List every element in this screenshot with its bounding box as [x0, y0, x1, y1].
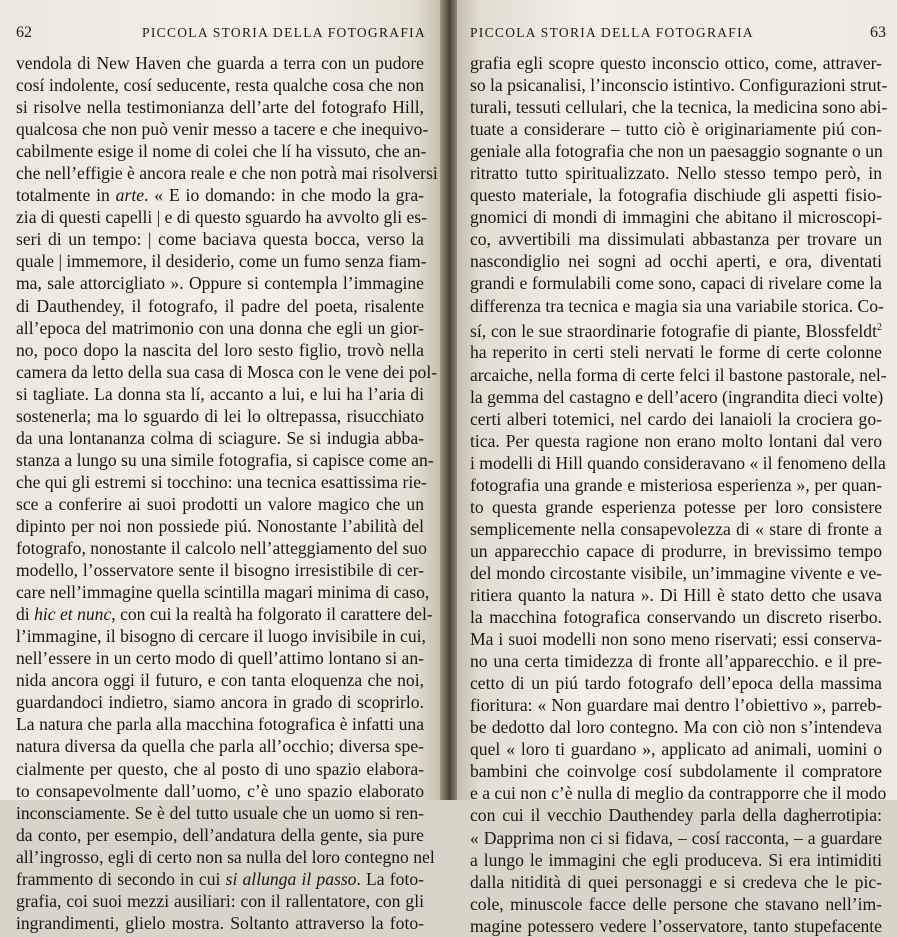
- text-line-content: differenza tra tecnica e magia sia una variabile storica. Co-: [470, 295, 884, 316]
- text-line-content: inconsciamente. Se è del tutto usuale che un uomo si ren-: [16, 802, 424, 823]
- text-line: [16, 184, 424, 206]
- right-running-title: PICCOLA STORIA DELLA FOTOGRAFIA: [470, 25, 754, 40]
- text-line-content: cialmente per questo, che al posto di uno spazio elabora-: [16, 758, 424, 779]
- text-line-content: cabilmente esige il nome di colei che lí ha vissuto, che an-: [16, 141, 427, 162]
- text-line-content: all’ingrosso, egli di certo non sa nulla del loro contegno nel: [16, 846, 435, 867]
- text-line-content: cetto di un piú tardo fotografo dell’epoca della massima: [470, 673, 882, 694]
- text-line-content: dalla nitidità di quei personaggi e si credeva che le pic-: [470, 871, 882, 892]
- text-line: [16, 625, 424, 647]
- text-line-content: geniale alla fotografia che non un paesaggio sognante o un: [470, 141, 883, 162]
- text-line-content: i modelli di Hill quando consideravano « il fenomeno della: [470, 452, 886, 473]
- text-line: [470, 782, 887, 804]
- right-page: [448, 0, 896, 936]
- text-line: [470, 364, 887, 386]
- left-running-head: [16, 24, 430, 50]
- text-line-content: natura diversa da quella che parla all’occhio; diversa spe-: [16, 736, 424, 757]
- text-line: [470, 118, 882, 140]
- text-line-content: da conto, per esempio, dell’andatura della gente, sia pure: [16, 824, 424, 845]
- text-line: [16, 250, 427, 272]
- text-line: [16, 383, 424, 405]
- text-line-content: ha reperito in certi steli nervati le forme di certe colonne: [470, 342, 882, 363]
- text-line: [470, 760, 882, 782]
- text-line-content: fioritura: « Non guardare mai dentro l’obiettivo », parreb-: [470, 695, 882, 716]
- text-line: [16, 758, 424, 780]
- text-line: [470, 228, 882, 250]
- right-running-head: [470, 24, 886, 50]
- text-line-content: sostenerla; ma lo sguardo di lei lo oltrepassa, risucchiato: [16, 405, 424, 426]
- text-line-content: modello, l’osservatore sente il bisogno irresistibile di cer-: [16, 560, 424, 581]
- text-line-content: l’immagine, il bisogno di cercare il luogo invisibile in cui,: [16, 626, 426, 647]
- text-line-content: nascondiglio nei sogni ad occhi aperti, e ora, diventati: [470, 251, 882, 272]
- text-line: [470, 52, 882, 74]
- text-line-content: seri di un tempo: | come baciava questa bocca, verso la: [16, 229, 424, 250]
- text-line: [16, 493, 424, 515]
- text-line: [16, 713, 424, 735]
- right-body-text: [470, 52, 888, 937]
- text-line: [470, 518, 882, 540]
- text-line: [16, 427, 424, 449]
- text-line-content: del mondo circostante visibile, un’immagine vivente e ve-: [470, 562, 882, 583]
- text-line: [470, 162, 882, 184]
- text-line-content: ingrandimenti, glielo mostra. Soltanto attraverso la foto-: [16, 912, 424, 933]
- text-line-content: la gemma del castagno e dell’acero (ingrandita dieci volte): [470, 386, 884, 407]
- text-line: [470, 295, 882, 317]
- text-line: [470, 849, 882, 871]
- text-line: [470, 184, 882, 206]
- text-line: [16, 96, 424, 118]
- text-line-content: grafia egli scopre questo inconscio ottico, come, attraver-: [470, 53, 882, 73]
- text-line-content: ritratto tutto spiritualizzato. Nello stesso tempo però, in: [470, 163, 882, 184]
- text-line-content: be dedotto dal loro contegno. Ma con ciò non s’intendeva: [470, 717, 882, 738]
- text-line-content: Ma i suoi modelli non sono meno riservati; essi conserva-: [470, 629, 882, 650]
- text-line-content: la macchina fotografica conservando un discreto riserbo.: [470, 607, 882, 628]
- text-line-content: nell’essere in un certo modo di quell’attimo lontano si an-: [16, 648, 424, 669]
- text-line-content: fotografo, nonostante il calcolo nell’atteggiamento del suo: [16, 538, 427, 559]
- text-line: [470, 317, 882, 342]
- text-line: [16, 361, 438, 383]
- text-line: [470, 584, 882, 606]
- text-line-content: certi alberi totemici, nel cardo dei lanaioli la crociera go-: [470, 408, 882, 429]
- text-line-content: magine potessero vedere l’osservatore, tanto stupefacente: [470, 915, 882, 936]
- text-line: [16, 669, 424, 691]
- text-line: [470, 871, 882, 893]
- text-line: [470, 96, 888, 118]
- text-line: [16, 846, 435, 868]
- text-line-content: « Dapprima non ci si fidava, – cosí racconta, – a guardare: [470, 827, 882, 848]
- text-line: [470, 474, 882, 496]
- text-line-content: di hic et nunc, con cui la realtà ha folgorato il carattere del-: [16, 604, 433, 625]
- text-line-content: co, avvertibili ma dissimulati abbastanza per trovare un: [470, 229, 882, 250]
- text-line-content: grandi e formulabili come sono, capaci di rivelare come la: [470, 273, 882, 294]
- text-line: [16, 603, 433, 625]
- text-line-content: zia di questi capelli | e di questo sguardo ha avvolto gli es-: [16, 207, 428, 228]
- text-line: [470, 915, 882, 937]
- text-line-content: che qui gli estremi si tocchino: una tecnica esattissima rie-: [16, 471, 427, 492]
- text-line-content: si risolve nella testimonianza dell’arte del fotografo Hill,: [16, 97, 424, 118]
- text-line-content: fotografia una grande e misteriosa esperienza », per quan-: [470, 474, 882, 495]
- text-line-content: ritiera quanto la natura ». Di Hill è stato detto che usava: [470, 584, 882, 605]
- text-line: [16, 691, 424, 713]
- text-line: [16, 449, 434, 471]
- text-line-content: e a cui non c’è nulla di meglio da contrapporre che il modo: [470, 783, 887, 804]
- text-line-content: totalmente in arte. « E io domando: in che modo la gra-: [16, 185, 424, 206]
- text-line-content: dipinto per noi non possiede piú. Nonostante l’abilità del: [16, 515, 424, 536]
- text-line: [16, 471, 427, 493]
- text-line-content: tica. Per questa ragione non erano molto lontani dal vero: [470, 430, 882, 451]
- text-line: [470, 804, 882, 826]
- text-line-content: to consapevolmente dall’uomo, c’è uno spazio elaborato: [16, 780, 424, 801]
- text-line: [470, 540, 882, 562]
- text-line-content: di Dauthendey, il fotografo, il padre del poeta, risalente: [16, 295, 424, 316]
- text-line: [16, 140, 427, 162]
- text-line-content: frammento di secondo in cui si allunga il passo. La foto-: [16, 868, 424, 889]
- text-line-content: ma, sale attorcigliato ». Oppure si contempla l’immagine: [16, 273, 424, 294]
- text-line: [470, 694, 882, 716]
- text-line: [16, 52, 424, 74]
- text-line: [16, 537, 427, 559]
- text-line: [16, 339, 424, 361]
- text-line: [470, 74, 888, 96]
- left-page-number: 62: [16, 24, 32, 41]
- text-line-content: sce a conferire ai suoi prodotti un valore magico che un: [16, 493, 424, 514]
- text-line-content: camera da letto della sua casa di Mosca con le vene dei pol-: [16, 361, 438, 382]
- text-line: [470, 672, 882, 694]
- text-line-content: quel « loro ti guardano », applicato ad animali, uomini o: [470, 739, 882, 760]
- text-line: [470, 206, 882, 228]
- text-line-content: grafia, coi suoi mezzi ausiliari: con il rallentatore, con gli: [16, 890, 424, 911]
- text-line-content: qualcosa che non può venir messo a tacere e che inequivo-: [16, 119, 429, 140]
- text-line: [470, 140, 882, 162]
- text-line: [16, 802, 424, 824]
- text-line-content: nida ancora oggi il futuro, e con tanta eloquenza che noi,: [16, 670, 424, 691]
- text-line: [16, 868, 424, 890]
- text-line-content: un apparecchio capace di produrre, in brevissimo tempo: [470, 540, 882, 561]
- text-line: [16, 824, 424, 846]
- left-page: [0, 0, 448, 933]
- text-line: [470, 738, 882, 760]
- text-line: [16, 581, 430, 603]
- text-line: [470, 827, 882, 849]
- text-line: [16, 162, 438, 184]
- text-line-content: con cui il vecchio Dauthendey parla della dagherrotipia:: [470, 805, 882, 826]
- right-page-number: 63: [870, 24, 886, 41]
- text-line-content: a lungo le immagini che egli produceva. Si era intimiditi: [470, 849, 882, 870]
- text-line-content: care nell’immagine quella scintilla magari minima di caso,: [16, 582, 430, 603]
- text-line: [470, 386, 882, 408]
- text-line: [16, 206, 428, 228]
- text-line-content: cole, minuscole facce delle persone che stavano nell’im-: [470, 893, 882, 914]
- text-line-content: che nell’effigie è ancora reale e che non potrà mai risolversi: [16, 163, 438, 184]
- text-line: [16, 405, 424, 427]
- text-line: [470, 650, 882, 672]
- text-line-content: bambini che coinvolge cosí subdolamente il compratore: [470, 761, 882, 782]
- text-line-content: da una lontananza colma di sciagure. Se si indugia abba-: [16, 427, 424, 448]
- text-line-content: si tagliate. La donna sta lí, accanto a lui, e lui ha l’aria di: [16, 383, 424, 404]
- text-line: [470, 562, 882, 584]
- text-line-content: semplicemente nella consapevolezza di « stare di fronte a: [470, 518, 882, 539]
- text-line: [16, 295, 424, 317]
- text-line-content: gnomici di mondi di immagini che abitano il microscopi-: [470, 207, 882, 228]
- text-line-content: arcaiche, nella forma di certe felci il bastone pastorale, nel-: [470, 364, 887, 385]
- text-line: [470, 893, 882, 915]
- text-line-content: sí, con le sue straordinarie fotografie di piante, Blossfeldt: [470, 320, 877, 341]
- text-line: [16, 735, 424, 757]
- text-line: [16, 912, 424, 934]
- text-line: [16, 780, 424, 802]
- text-line: [16, 515, 424, 537]
- footnote-marker: 2: [877, 321, 882, 333]
- text-line: [470, 250, 882, 272]
- text-line: [470, 272, 882, 294]
- text-line: [16, 74, 424, 96]
- text-line: [16, 317, 424, 339]
- text-line: [16, 647, 424, 669]
- left-body-text: [16, 52, 438, 934]
- text-line-content: turali, tessuti cellulari, che la tecnica, la medicina sono abi-: [470, 97, 888, 118]
- text-line-content: to questa grande esperienza potesse per loro consistere: [470, 496, 882, 517]
- text-line: [470, 341, 882, 363]
- text-line: [470, 496, 882, 518]
- book-gutter: [440, 0, 457, 800]
- text-line-content: all’epoca del matrimonio con una donna che egli un gior-: [16, 317, 424, 338]
- text-line: [470, 408, 882, 430]
- left-running-title: PICCOLA STORIA DELLA FOTOGRAFIA: [142, 25, 426, 40]
- text-line-content: La natura che parla alla macchina fotografica è infatti una: [16, 714, 424, 735]
- text-line: [470, 430, 882, 452]
- text-line: [16, 228, 424, 250]
- text-line: [470, 606, 882, 628]
- text-line-content: cosí indolente, cosí seducente, resta qualche cosa che non: [16, 75, 424, 96]
- text-line-content: questo materiale, la fotografia dischiude gli aspetti fisio-: [470, 185, 882, 206]
- text-line: [16, 890, 424, 912]
- text-line: [470, 628, 882, 650]
- text-line: [16, 559, 424, 581]
- text-line: [16, 272, 424, 294]
- text-line-content: no, poco dopo la nascita del loro sesto figlio, trovò nella: [16, 339, 424, 360]
- text-line-content: vendola di New Haven che guarda a terra con un pudore: [16, 53, 424, 73]
- text-line-content: so la psicanalisi, l’inconscio istintivo. Configurazioni strut-: [470, 75, 888, 96]
- text-line-content: no una certa timidezza di fronte all’apparecchio. e il pre-: [470, 651, 882, 672]
- text-line-content: tuate a considerare – tutto ciò è originariamente piú con-: [470, 119, 882, 140]
- text-line-content: guardandoci indietro, siamo ancora in grado di scoprirlo.: [16, 692, 424, 713]
- text-line: [470, 452, 886, 474]
- text-line: [470, 716, 882, 738]
- text-line: [16, 118, 429, 140]
- text-line-content: stanza a lungo su una simile fotografia, si capisce come an-: [16, 449, 434, 470]
- text-line-content: quale | immemore, il desiderio, come un fumo senza fiam-: [16, 251, 427, 272]
